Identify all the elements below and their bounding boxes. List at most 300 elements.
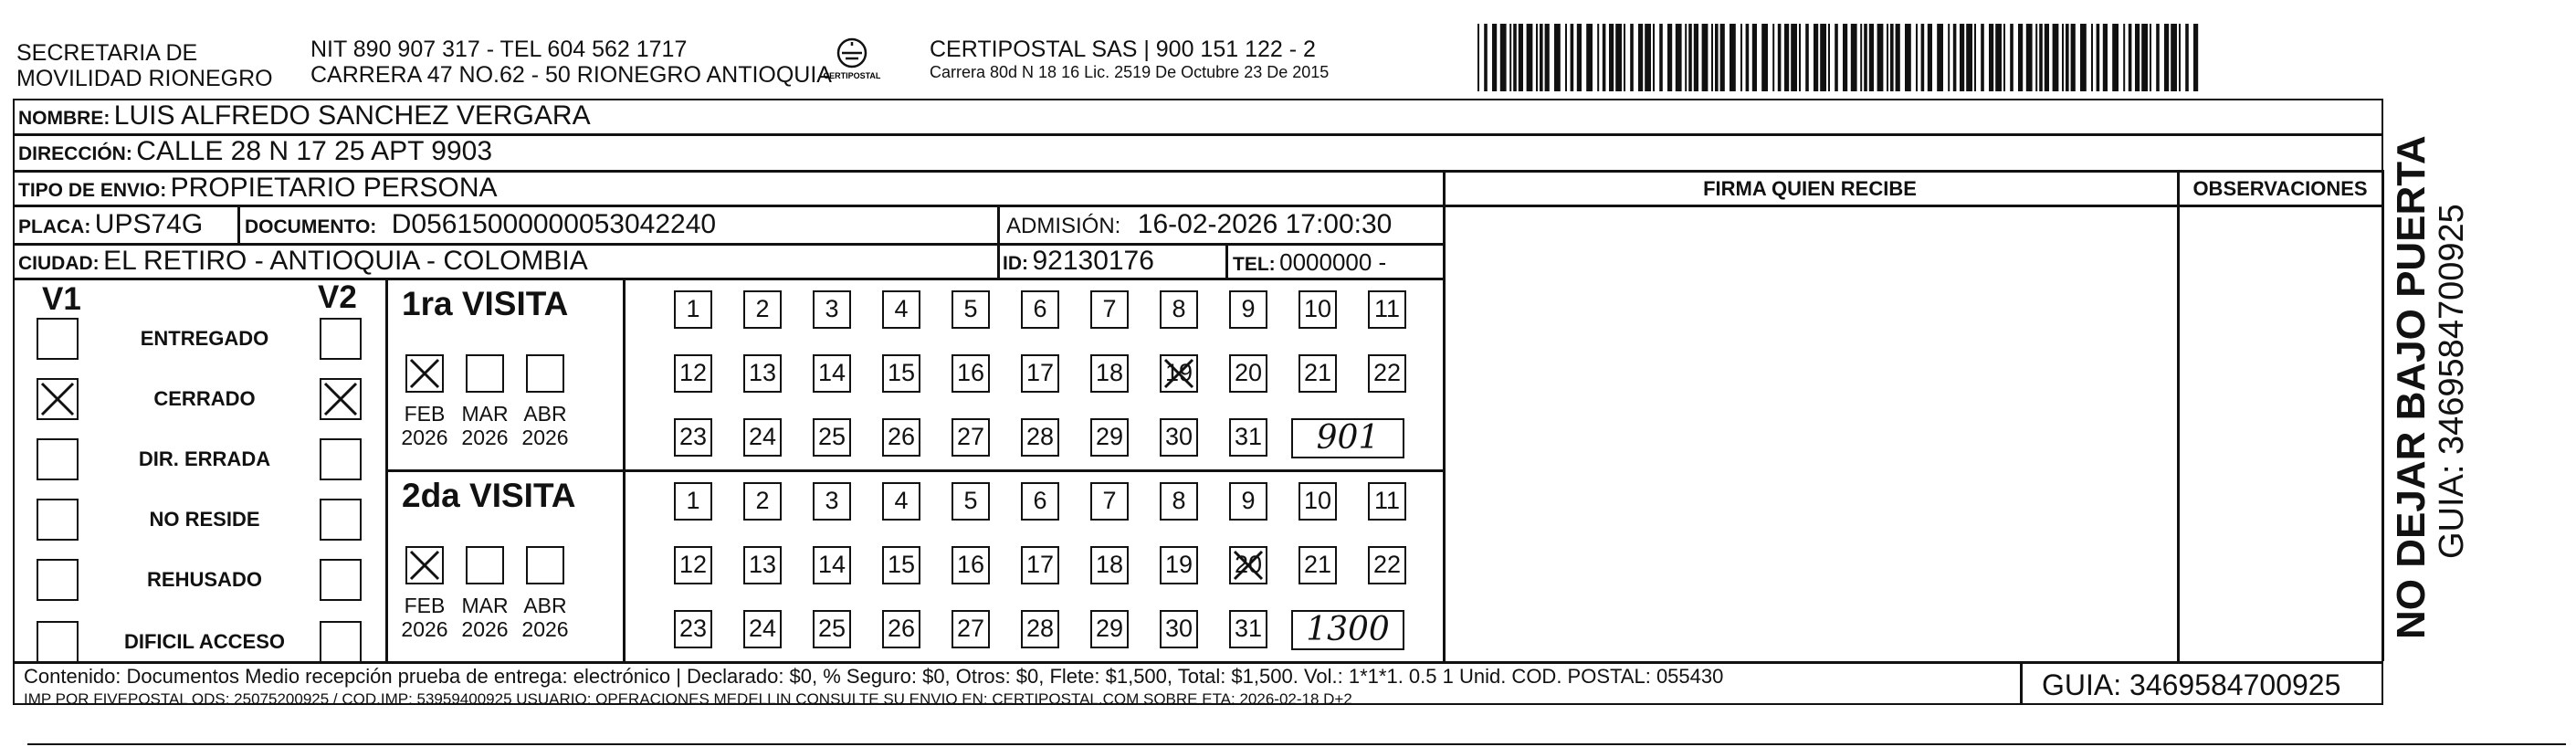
barcode-bar	[2135, 24, 2140, 91]
day-number: 17	[1025, 359, 1055, 386]
barcode-bar	[2103, 24, 2108, 91]
day-box[interactable]	[1021, 418, 1059, 457]
barcode-bar	[1545, 24, 1550, 91]
day-box[interactable]	[743, 290, 782, 329]
day-box[interactable]	[952, 418, 990, 457]
day-box[interactable]	[743, 482, 782, 521]
barcode-bar	[1835, 24, 1838, 91]
id-cell	[1003, 246, 1154, 277]
v1-checkbox[interactable]	[37, 499, 79, 541]
admission-value: 16-02-2026 17:00:30	[1137, 209, 1393, 239]
day-number: 27	[956, 423, 985, 450]
barcode-bar	[2129, 24, 2132, 91]
day-box[interactable]	[1160, 354, 1198, 393]
day-box[interactable]	[1368, 354, 1406, 393]
day-box[interactable]	[882, 610, 920, 648]
barcode-bar	[1960, 24, 1964, 91]
barcode-bar	[2179, 24, 2181, 91]
day-box[interactable]	[813, 354, 851, 393]
type-label: TIPO DE ENVIO:	[18, 180, 167, 201]
day-number: 17	[1025, 551, 1055, 578]
day-box[interactable]	[1160, 546, 1198, 584]
day-box[interactable]	[882, 482, 920, 521]
month-name: MAR	[461, 402, 509, 426]
org-name	[16, 40, 273, 91]
day-box[interactable]	[1090, 546, 1129, 584]
day-number: 13	[748, 551, 777, 578]
barcode-bar	[1667, 24, 1672, 91]
barcode-bar	[2080, 24, 2087, 91]
barcode-bar	[1828, 24, 1830, 91]
footer-print-info: IMP POR FIVEPOSTAL ODS: 25075200925 / COD.IMP: 53959400925 USUARIO: OPERACIONES MEDELLIN CONSULTE SU ENVIO EN: CERTIPOSTAL.COM SOBRE ETA: 2026-02-18 D+2	[24, 690, 1352, 708]
barcode-bar	[1905, 24, 1911, 91]
day-number: 18	[1095, 359, 1124, 386]
barcode-bar	[1746, 24, 1750, 91]
month-year: 2026	[401, 426, 448, 449]
day-box[interactable]	[1090, 354, 1129, 393]
name-value: LUIS ALFREDO SANCHEZ VERGARA	[113, 100, 591, 131]
status-label: ENTREGADO	[140, 327, 269, 350]
v2-checkbox[interactable]	[320, 438, 362, 480]
day-box[interactable]	[882, 354, 920, 393]
id-value: 92130176	[1032, 246, 1154, 276]
barcode-bar	[1492, 24, 1497, 91]
v2-checkbox[interactable]	[320, 318, 362, 360]
day-number: 9	[1241, 487, 1256, 514]
barcode-bar	[1887, 24, 1888, 91]
courier-info	[930, 37, 1329, 82]
barcode-bar	[1890, 24, 1894, 91]
barcode-bar	[1981, 24, 1984, 91]
day-number: 5	[963, 295, 978, 322]
v1-header: V1	[42, 281, 81, 317]
day-box[interactable]	[952, 482, 990, 521]
day-number: 25	[817, 423, 846, 450]
day-box[interactable]	[1160, 482, 1198, 521]
address-value: CALLE 28 N 17 25 APT 9903	[136, 136, 493, 166]
day-number: 11	[1373, 295, 1401, 322]
barcode-bar	[2171, 24, 2177, 91]
day-box[interactable]	[813, 546, 851, 584]
barcode-bar	[2123, 24, 2125, 91]
day-box[interactable]	[674, 418, 712, 457]
day-box[interactable]	[743, 418, 782, 457]
day-number: 24	[748, 423, 777, 450]
day-box[interactable]	[813, 482, 851, 521]
v1-checkbox[interactable]	[37, 438, 79, 480]
barcode-bar	[2018, 24, 2023, 91]
day-number: 10	[1303, 487, 1332, 514]
barcode-bar	[1527, 24, 1533, 91]
barcode-bar	[1761, 24, 1768, 91]
month-year: 2026	[521, 426, 569, 449]
name-label: NOMBRE:	[18, 108, 110, 129]
barcode-bar	[1540, 24, 1543, 91]
side-guia: GUIA: 3469584700925	[2433, 204, 2471, 559]
barcode-bar	[1694, 24, 1698, 91]
barcode-bar	[1860, 24, 1862, 91]
day-number: 19	[1164, 359, 1193, 386]
barcode-bar	[2071, 24, 2076, 91]
barcode-bar	[1500, 24, 1507, 91]
barcode-bar	[1645, 24, 1651, 91]
day-number: 8	[1172, 487, 1186, 514]
handwritten-code: 1300	[1291, 610, 1404, 650]
footer-contents: Contenido: Documentos Medio recepción prueba de entrega: electrónico | Declarado: $0, % Seguro: $0, Otros: $0, Flete: $1,500, Total: $1,500. Vol.: 1*1*1. 0.5 1 Unid. COD. POSTAL: 055430	[24, 665, 1724, 688]
v1-checkbox[interactable]	[37, 559, 79, 601]
month-label	[457, 594, 512, 641]
day-number: 6	[1033, 487, 1047, 514]
day-number: 6	[1033, 295, 1047, 322]
day-box[interactable]	[952, 546, 990, 584]
org-contact	[310, 37, 832, 88]
day-box[interactable]	[1160, 610, 1198, 648]
day-number: 26	[887, 423, 916, 450]
barcode	[1477, 24, 2204, 91]
day-number: 15	[887, 551, 916, 578]
month-year: 2026	[401, 617, 448, 641]
month-checkbox[interactable]	[405, 354, 444, 393]
barcode-bar	[1877, 24, 1884, 91]
barcode-bar	[1586, 24, 1593, 91]
barcode-bar	[1896, 24, 1900, 91]
day-box[interactable]	[674, 482, 712, 521]
month-checkbox[interactable]	[466, 546, 504, 584]
logo-text: CERTIPOSTAL	[823, 71, 881, 80]
document-value: D05615000000053042240	[391, 209, 717, 239]
observations-area[interactable]	[2181, 208, 2380, 659]
v1-checkbox[interactable]	[37, 621, 79, 663]
day-number: 3	[825, 295, 839, 322]
month-checkbox[interactable]	[526, 546, 564, 584]
day-box[interactable]	[674, 610, 712, 648]
barcode-bar	[1820, 24, 1826, 91]
v2-checkbox[interactable]	[320, 559, 362, 601]
barcode-bar	[1688, 24, 1692, 91]
day-number: 8	[1172, 295, 1186, 322]
barcode-bar	[1937, 24, 1943, 91]
day-box[interactable]	[1368, 482, 1406, 521]
month-name: FEB	[404, 594, 446, 617]
v2-checkbox[interactable]	[320, 378, 362, 420]
month-label	[518, 594, 573, 641]
document-cell	[245, 209, 716, 240]
barcode-bar	[2193, 24, 2198, 91]
barcode-bar	[1477, 24, 1479, 91]
day-number: 23	[678, 423, 708, 450]
address-row	[18, 136, 492, 167]
barcode-bar	[1814, 24, 1818, 91]
day-number: 4	[894, 295, 909, 322]
barcode-bar	[2141, 24, 2148, 91]
day-number: 13	[748, 359, 777, 386]
barcode-bar	[1916, 24, 1918, 91]
barcode-bar	[1805, 24, 1809, 91]
day-number: 21	[1303, 551, 1332, 578]
nit-line: NIT 890 907 317 - TEL 604 562 1717	[310, 37, 688, 62]
barcode-bar	[1995, 24, 2002, 91]
barcode-bar	[1843, 24, 1847, 91]
type-row	[18, 173, 498, 204]
day-number: 1	[686, 295, 700, 322]
day-number: 2	[755, 295, 770, 322]
barcode-bar	[2112, 24, 2119, 91]
day-box[interactable]	[1368, 290, 1406, 329]
day-number: 23	[678, 615, 708, 642]
barcode-bar	[1752, 24, 1757, 91]
barcode-bar	[1711, 24, 1713, 91]
v1-checkbox[interactable]	[37, 378, 79, 420]
courier-line-2: Carrera 80d N 18 16 Lic. 2519 De Octubre 23 De 2015	[930, 63, 1330, 81]
day-box[interactable]	[1021, 354, 1059, 393]
barcode-bar	[1730, 24, 1736, 91]
barcode-bar	[2045, 24, 2049, 91]
tel-label: TEL:	[1233, 254, 1276, 275]
day-box[interactable]	[743, 354, 782, 393]
barcode-bar	[1659, 24, 1663, 91]
day-number: 30	[1164, 615, 1193, 642]
type-value: PROPIETARIO PERSONA	[170, 173, 498, 203]
v2-checkbox[interactable]	[320, 621, 362, 663]
handwritten-code: 901	[1291, 418, 1404, 458]
id-label: ID:	[1003, 253, 1028, 274]
day-number: 4	[894, 487, 909, 514]
day-number: 5	[963, 487, 978, 514]
visit-title: 2da VISITA	[402, 477, 576, 514]
barcode-bar	[1484, 24, 1488, 91]
day-box[interactable]	[1160, 290, 1198, 329]
day-number: 7	[1102, 295, 1117, 322]
barcode-bar	[1565, 24, 1567, 91]
day-box[interactable]	[952, 354, 990, 393]
barcode-bar	[1851, 24, 1857, 91]
barcode-bar	[1928, 24, 1932, 91]
day-box[interactable]	[1229, 610, 1267, 648]
barcode-bar	[1702, 24, 1709, 91]
day-number: 9	[1241, 295, 1256, 322]
day-box[interactable]	[1160, 418, 1198, 457]
signature-area[interactable]	[1446, 208, 2175, 659]
month-name: ABR	[523, 594, 567, 617]
barcode-bar	[1864, 24, 1867, 91]
barcode-bar	[2026, 24, 2033, 91]
no-dejar-warning: NO DEJAR BAJO PUERTA	[2389, 135, 2434, 639]
month-year: 2026	[461, 617, 509, 641]
barcode-bar	[2035, 24, 2037, 91]
day-number: 16	[956, 359, 985, 386]
tel-cell	[1233, 248, 1386, 277]
barcode-bar	[2097, 24, 2100, 91]
certipostal-logo	[820, 35, 884, 84]
day-number: 20	[1234, 551, 1263, 578]
month-name: MAR	[461, 594, 509, 617]
v2-header: V2	[318, 279, 357, 315]
admission-cell	[1006, 209, 1392, 240]
barcode-bar	[1869, 24, 1874, 91]
day-box[interactable]	[882, 546, 920, 584]
barcode-bar	[1772, 24, 1774, 91]
barcode-bar	[1536, 24, 1538, 91]
day-box[interactable]	[743, 546, 782, 584]
visit-title: 1ra VISITA	[402, 285, 569, 322]
day-box[interactable]	[952, 290, 990, 329]
admission-label: ADMISIÓN:	[1006, 214, 1121, 238]
day-number: 12	[678, 359, 708, 386]
month-label	[397, 402, 452, 449]
plate-label: PLACA:	[18, 216, 91, 237]
v1-checkbox[interactable]	[37, 318, 79, 360]
barcode-bar	[2062, 24, 2064, 91]
day-box[interactable]	[1299, 546, 1337, 584]
day-box[interactable]	[674, 354, 712, 393]
day-number: 10	[1303, 295, 1332, 322]
day-number: 22	[1372, 359, 1402, 386]
day-box[interactable]	[1021, 546, 1059, 584]
barcode-bar	[2164, 24, 2169, 91]
day-box[interactable]	[1368, 546, 1406, 584]
day-box[interactable]	[952, 610, 990, 648]
barcode-bar	[2150, 24, 2151, 91]
day-box[interactable]	[1299, 290, 1337, 329]
day-box[interactable]	[674, 290, 712, 329]
day-box[interactable]	[813, 610, 851, 648]
signature-header: FIRMA QUIEN RECIBE	[1703, 177, 1917, 200]
barcode-bar	[1720, 24, 1725, 91]
day-box[interactable]	[1090, 418, 1129, 457]
barcode-bar	[1676, 24, 1682, 91]
barcode-bar	[2003, 24, 2005, 91]
v2-checkbox[interactable]	[320, 499, 362, 541]
day-box[interactable]	[1021, 610, 1059, 648]
address-label: DIRECCIÓN:	[18, 143, 132, 164]
day-number: 20	[1234, 359, 1263, 386]
day-number: 14	[817, 551, 846, 578]
org-line-1: SECRETARIA DE	[16, 40, 198, 66]
org-line-2: MOVILIDAD RIONEGRO	[16, 66, 273, 91]
day-number: 12	[678, 551, 708, 578]
barcode-bar	[2010, 24, 2013, 91]
day-box[interactable]	[1229, 482, 1267, 521]
barcode-bar	[1513, 24, 1517, 91]
day-number: 16	[956, 551, 985, 578]
footer-guia: GUIA: 3469584700925	[2042, 668, 2341, 701]
plate-value: UPS74G	[94, 209, 204, 239]
day-box[interactable]	[813, 290, 851, 329]
day-box[interactable]	[1229, 290, 1267, 329]
status-label: NO RESIDE	[149, 508, 260, 531]
barcode-bar	[1624, 24, 1625, 91]
day-box[interactable]	[1229, 354, 1267, 393]
month-label	[457, 402, 512, 449]
barcode-bar	[1615, 24, 1622, 91]
day-box[interactable]	[882, 418, 920, 457]
barcode-bar	[2039, 24, 2043, 91]
barcode-bar	[1603, 24, 1606, 91]
barcode-bar	[1799, 24, 1801, 91]
plate-cell	[18, 209, 203, 240]
day-box[interactable]	[1090, 610, 1129, 648]
barcode-bar	[1791, 24, 1797, 91]
barcode-bar	[2156, 24, 2160, 91]
barcode-bar	[1609, 24, 1614, 91]
day-box[interactable]	[1229, 546, 1267, 584]
status-label: DIFICIL ACCESO	[123, 630, 285, 653]
day-number: 29	[1095, 423, 1124, 450]
barcode-bar	[2066, 24, 2069, 91]
day-box[interactable]	[1021, 482, 1059, 521]
day-box[interactable]	[743, 610, 782, 648]
month-name: FEB	[404, 402, 446, 426]
document-label: DOCUMENTO:	[245, 216, 377, 237]
day-box[interactable]	[1090, 290, 1129, 329]
city-value: EL RETIRO - ANTIOQUIA - COLOMBIA	[103, 246, 588, 276]
day-box[interactable]	[1299, 354, 1337, 393]
barcode-bar	[1509, 24, 1511, 91]
city-label: CIUDAD:	[18, 253, 100, 274]
day-number: 24	[748, 615, 777, 642]
barcode-bar	[1953, 24, 1957, 91]
tel-value: 0000000 -	[1279, 248, 1387, 276]
day-number: 19	[1164, 551, 1193, 578]
day-number: 15	[887, 359, 916, 386]
day-number: 1	[686, 487, 700, 514]
barcode-bar	[1740, 24, 1742, 91]
month-checkbox[interactable]	[405, 546, 444, 584]
day-box[interactable]	[1299, 482, 1337, 521]
day-number: 14	[817, 359, 846, 386]
month-checkbox[interactable]	[526, 354, 564, 393]
barcode-bar	[1778, 24, 1782, 91]
day-number: 30	[1164, 423, 1193, 450]
day-number: 2	[755, 487, 770, 514]
month-year: 2026	[461, 426, 509, 449]
status-label: DIR. ERRADA	[138, 447, 271, 470]
day-number: 28	[1025, 615, 1055, 642]
day-number: 11	[1373, 487, 1401, 514]
month-year: 2026	[521, 617, 569, 641]
day-number: 28	[1025, 423, 1055, 450]
barcode-bar	[2185, 24, 2189, 91]
barcode-bar	[1715, 24, 1719, 91]
barcode-bar	[1519, 24, 1523, 91]
month-checkbox[interactable]	[466, 354, 504, 393]
barcode-bar	[1948, 24, 1950, 91]
name-row	[18, 100, 591, 132]
month-label	[518, 402, 573, 449]
day-number: 31	[1234, 423, 1263, 450]
day-number: 27	[956, 615, 985, 642]
day-box[interactable]	[882, 290, 920, 329]
day-box[interactable]	[1090, 482, 1129, 521]
day-number: 31	[1234, 615, 1263, 642]
month-label	[397, 594, 452, 641]
barcode-bar	[1630, 24, 1634, 91]
barcode-bar	[2053, 24, 2059, 91]
status-label: REHUSADO	[147, 568, 262, 591]
day-number: 18	[1095, 551, 1124, 578]
day-box[interactable]	[1229, 418, 1267, 457]
day-box[interactable]	[1021, 290, 1059, 329]
barcode-bar	[1989, 24, 1993, 91]
day-number: 26	[887, 615, 916, 642]
day-box[interactable]	[674, 546, 712, 584]
day-number: 3	[825, 487, 839, 514]
barcode-bar	[1653, 24, 1655, 91]
barcode-bar	[2091, 24, 2093, 91]
courier-line-1: CERTIPOSTAL SAS | 900 151 122 - 2	[930, 37, 1316, 62]
address-line: CARRERA 47 NO.62 - 50 RIONEGRO ANTIOQUIA	[310, 62, 832, 88]
day-box[interactable]	[813, 418, 851, 457]
